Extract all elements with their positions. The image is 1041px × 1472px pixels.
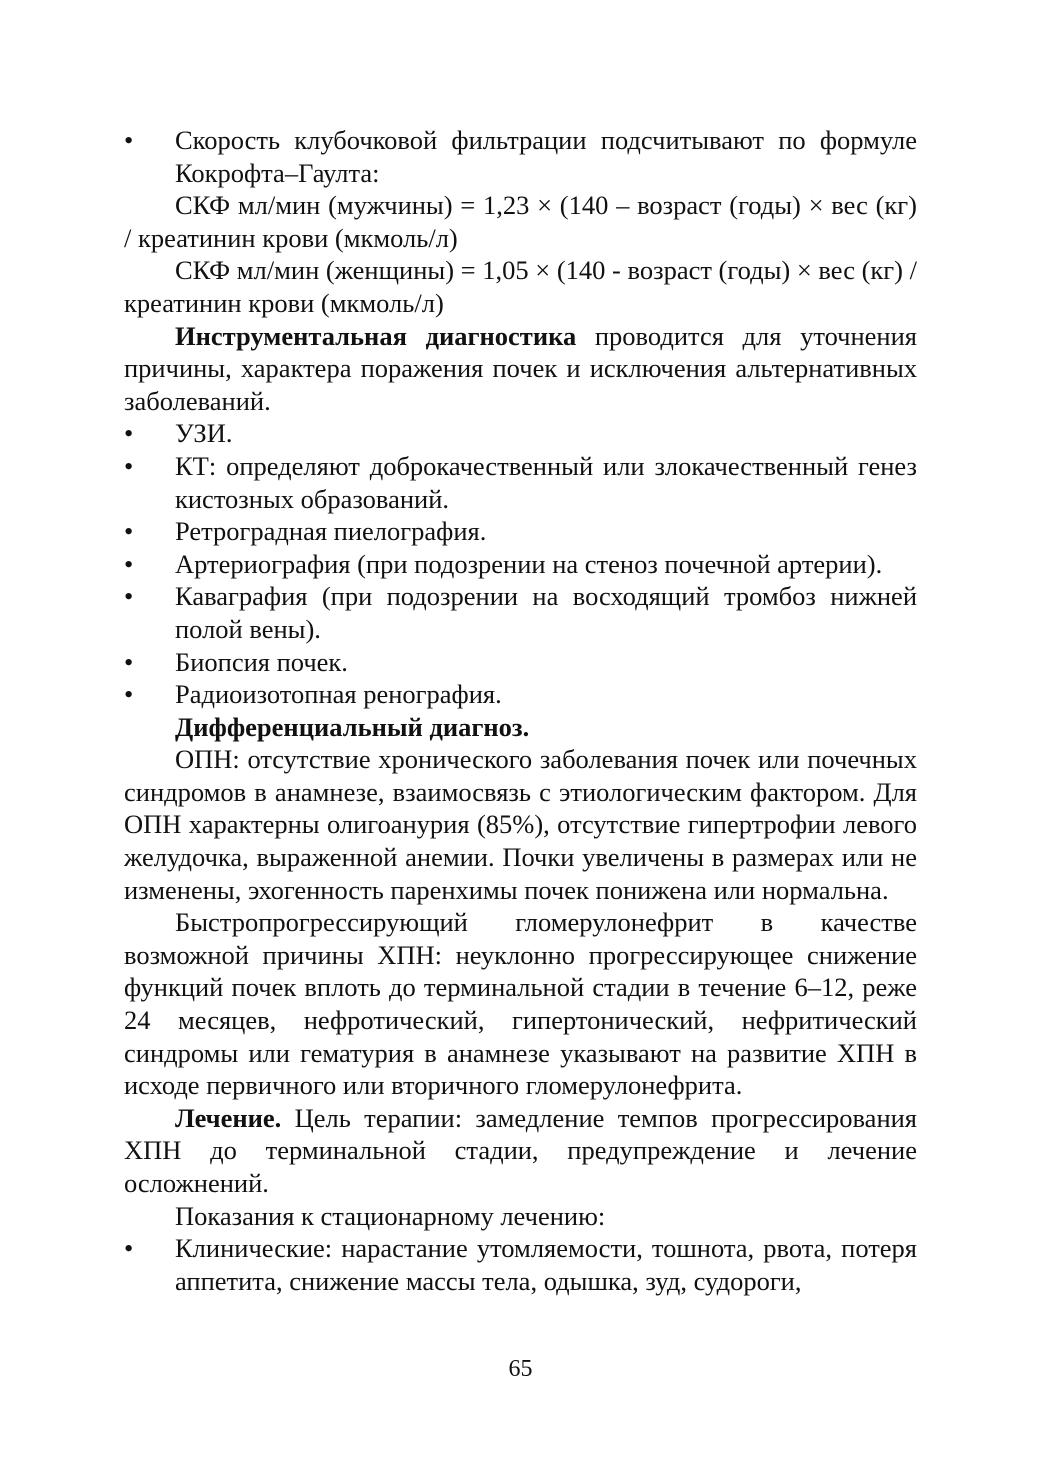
treatment-heading: Лечение. [175,1102,282,1133]
list-item-text: Скорость клубочковой фильтрации подсчитывают по формуле Кокрофта–Гаулта: [175,125,917,188]
list-item-text: Радиоизотопная ренография. [175,679,502,710]
opn-paragraph: ОПН: отсутствие хронического заболевания почек или почечных синдромов в анамнезе, взаимосвязь с этиологическим фактором. Для ОПН характерны олигоанурия (85%), отсутствие гипертрофии левого желудочка, выраженной анемии. Почки увеличены в размерах или не изменены, эхогенность паренхимы почек понижена или нормальна. [124,744,917,905]
formula-female: СКФ мл/мин (женщины) = 1,05 × (140 - возраст (годы) × вес (кг) /креатинин крови (мкмоль/л) [124,255,917,318]
formula-male: СКФ мл/мин (мужчины) = 1,23 × (140 – возраст (годы) × вес (кг) / креатинин крови (мкмоль/л) [124,190,917,253]
list-item [124,580,917,645]
list-item-formula [124,124,917,189]
list-item-text: Клинические: нарастание утомляемости, тошнота, рвота, потеря аппетита, снижение массы тела, одышка, зуд, судороги, [175,1233,917,1296]
bullet: • [124,516,134,547]
list-item [124,417,917,450]
bullet: • [124,450,134,481]
instrumental-heading: Инструментальная диагностика [175,320,577,351]
list-item-text: Ретроградная пиелография. [175,516,487,547]
list-item [124,646,917,679]
rpgn-paragraph: Быстропрогрессирующий гломерулонефрит в качестве возможной причины ХПН: неуклонно прогрессирующее снижение функций почек вплоть до терминальной стадии в течение 6–12, реже 24 месяцев, нефротический, гипертонический, нефритический синдромы или гематурия в анамнезе указывают на развитие ХПН в исходе первичного или вторичного гломерулонефрита. [124,907,917,1101]
treatment-text: Цель терапии: замедление темпов прогрессирования ХПН до терминальной стадии, предупреждение и лечение осложнений. [124,1102,917,1198]
instrumental-text: проводится для уточнения причины, характера поражения почек и исключения альтернативных заболеваний. [124,320,917,416]
bullet: • [124,679,134,710]
list-item-text: КТ: определяют доброкачественный или злокачественный генез кистозных образований. [175,450,917,514]
bullet: • [124,1233,134,1264]
list-item [124,548,917,581]
bullet: • [124,125,134,155]
differential-heading: Дифференциальный диагноз. [175,711,530,742]
list-item-clinical [124,1232,917,1297]
page-number: 65 [508,1356,533,1382]
list-item [124,515,917,548]
list-item [124,450,917,515]
list-item [124,678,917,711]
list-item-text: УЗИ. [175,418,233,449]
instrumental-paragraph [124,320,917,418]
list-item-text: Каваграфия (при подозрении на восходящий тромбоз нижней полой вены). [175,581,917,644]
list-item-text: Биопсия почек. [175,646,348,677]
bullet: • [124,548,134,579]
bullet: • [124,418,134,449]
page-body [124,124,917,1297]
differential-heading-paragraph [124,711,917,744]
bullet: • [124,581,134,612]
treatment-paragraph [124,1102,917,1200]
indications-line: Показания к стационарному лечению: [175,1200,606,1231]
bullet: • [124,646,134,677]
list-item-text: Артериография (при подозрении на стеноз почечной артерии). [175,548,883,579]
